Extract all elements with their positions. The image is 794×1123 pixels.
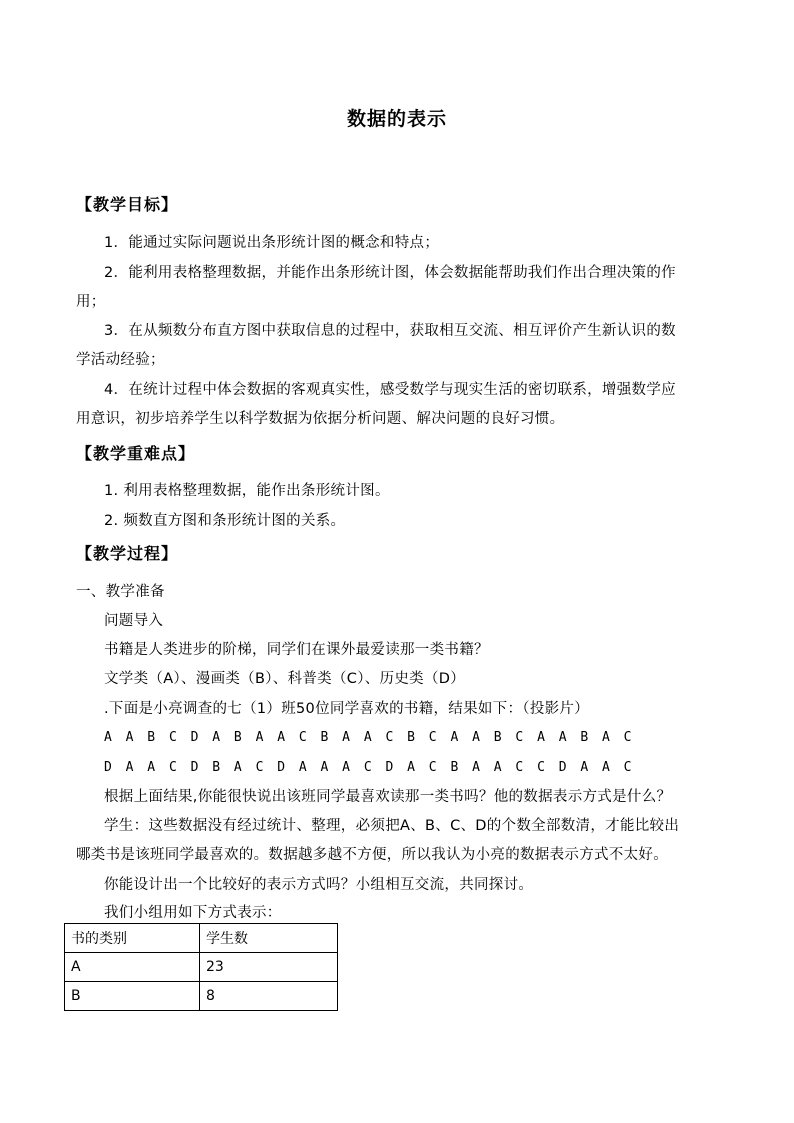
table-header-cell: 书的类别 <box>65 924 200 953</box>
goal-item: 3．在从频数分布直方图中获取信息的过程中，获取相互交流、相互评价产生新认识的数 <box>104 323 676 339</box>
table-cell: B <box>65 982 200 1011</box>
table-header-row <box>65 924 338 953</box>
process-line: 我们小组用如下方式表示： <box>104 905 282 921</box>
goal-item: 1．能通过实际问题说出条形统计图的概念和特点； <box>104 235 440 251</box>
table-cell: 23 <box>200 953 338 982</box>
process-line-continuation: 哪类书是该班同学最喜欢的。数据越多越不方便，所以我认为小亮的数据表示方式不太好。 <box>76 847 668 863</box>
process-line: 根据上面结果,你能很快说出该班同学最喜欢读那一类书吗？他的数据表示方式是什么？ <box>104 789 672 805</box>
process-subheading: 一、教学准备 <box>76 584 165 600</box>
table-row <box>65 953 338 982</box>
table-cell: A <box>65 953 200 982</box>
goal-item: 4．在统计过程中体会数据的客观真实性，感受数学与现实生活的密切联系，增强数学应 <box>104 382 676 398</box>
document-title: 数据的表示 <box>346 108 447 130</box>
section-heading-key-points: 【教学重难点】 <box>76 444 196 463</box>
key-point-item: 1. 利用表格整理数据，能作出条形统计图。 <box>104 483 390 499</box>
book-category-table <box>64 923 338 1011</box>
process-line: .下面是小亮调查的七（1）班50位同学喜欢的书籍，结果如下：（投影片） <box>104 701 590 717</box>
section-heading-goals: 【教学目标】 <box>76 195 179 214</box>
goal-item: 2．能利用表格整理数据，并能作出条形统计图，体会数据能帮助我们作出合理决策的作 <box>104 265 676 281</box>
process-line: 文学类（A）、漫画类（B）、科普类（C）、历史类（D） <box>104 671 466 687</box>
table-header-cell: 学生数 <box>200 924 338 953</box>
process-line: 问题导入 <box>104 613 164 629</box>
key-point-item: 2. 频数直方图和条形统计图的关系。 <box>104 513 346 529</box>
table-row <box>65 982 338 1011</box>
section-heading-process: 【教学过程】 <box>76 544 179 563</box>
survey-data-row: A A B C D A B A A C B A A C B C A A B C A A B A C <box>104 730 635 745</box>
goal-item-continuation: 学活动经验； <box>76 352 165 368</box>
goal-item-continuation: 用意识，初步培养学生以科学数据为依据分析问题、解决问题的良好习惯。 <box>76 411 565 427</box>
process-line: 你能设计出一个比较好的表示方式吗？小组相互交流，共同探讨。 <box>104 877 534 893</box>
goal-item-continuation: 用； <box>76 294 106 310</box>
process-line: 学生：这些数据没有经过统计、整理，必须把A、B、C、D的个数全部数清，才能比较出 <box>104 818 680 834</box>
table-cell: 8 <box>200 982 338 1011</box>
survey-data-row: D A A C D B A C D A A A C D A C B A A C C D A A C <box>104 760 635 775</box>
process-line: 书籍是人类进步的阶梯，同学们在课外最爱读那一类书籍？ <box>104 642 489 658</box>
